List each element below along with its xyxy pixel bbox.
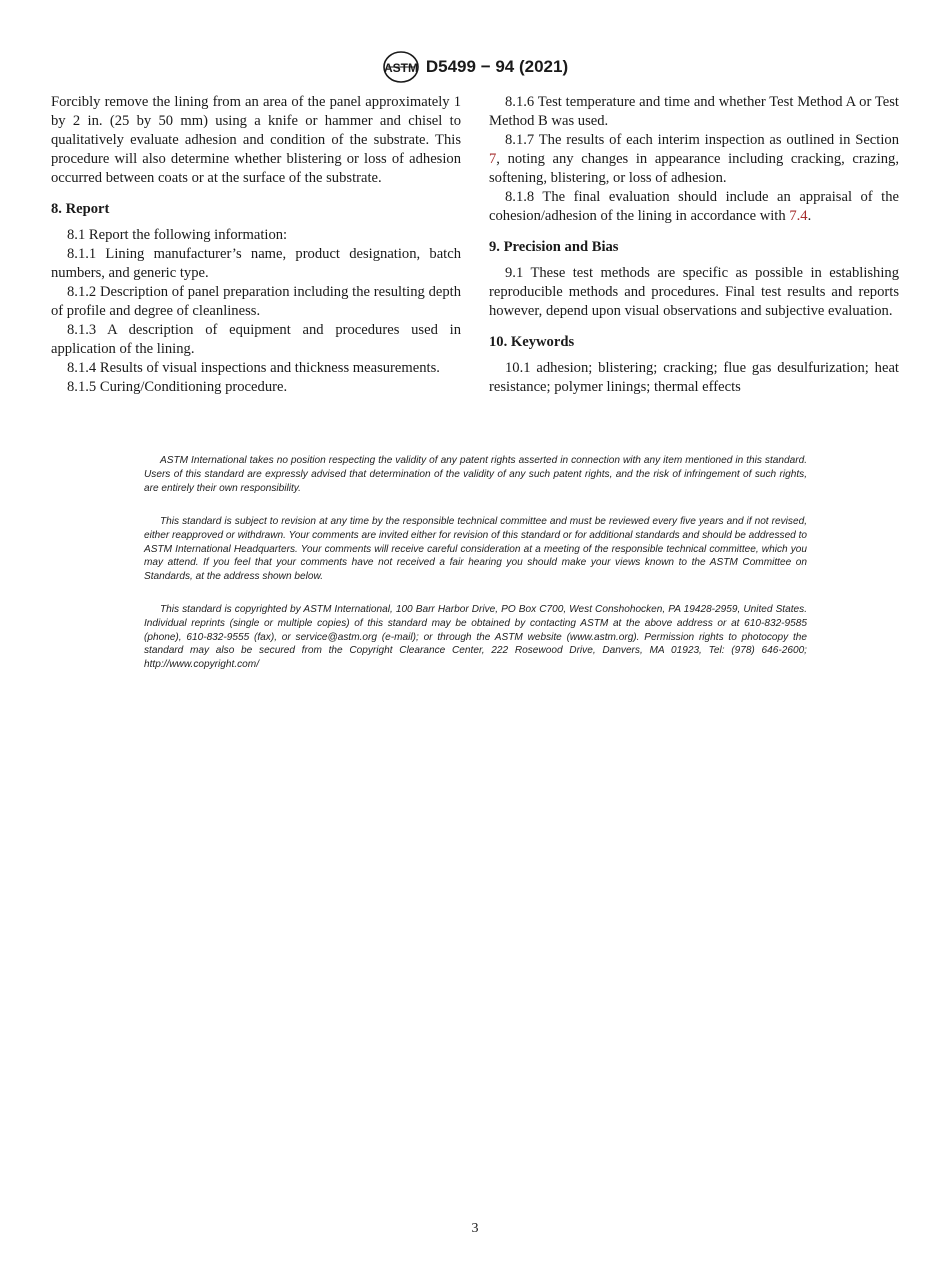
section-7-link[interactable]: 7 — [489, 151, 497, 167]
paragraph-8-1-7 — [489, 131, 899, 188]
continuation-paragraph: Forcibly remove the lining from an area of the panel approximately 1 by 2 in. (25 by 50 mm) using a knife or hammer and chisel to qualitatively evaluate adhesion and condition of the substrate. This procedure will also determine whether blistering or loss of adhesion occurred between coats or at the surface of the substrate. — [51, 94, 461, 186]
paragraph-8-1-8-text-a: 8.1.8 The final evaluation should include an appraisal of the cohesion/adhesion of the lining in accordance with — [489, 189, 899, 224]
paragraph-10-1: 10.1 adhesion; blistering; cracking; flue gas desulfurization; heat resistance; polymer linings; thermal effects — [489, 360, 899, 395]
paragraph-8-1-7-text-b: , noting any changes in appearance including cracking, crazing, softening, blistering, or loss of adhesion. — [489, 151, 899, 186]
paragraph-8-1: 8.1 Report the following information: — [67, 227, 288, 243]
astm-logo-icon — [382, 50, 420, 84]
left-column — [51, 93, 461, 397]
paragraph-8-1-7-text-a: 8.1.7 The results of each interim inspection as outlined in Section — [505, 132, 899, 148]
logo-text: ASTM — [383, 61, 418, 75]
section-8-heading: 8. Report — [51, 201, 110, 217]
section-7-4-link[interactable]: 7.4 — [789, 208, 808, 224]
standard-designation: D5499 − 94 (2021) — [425, 57, 569, 76]
section-9-heading: 9. Precision and Bias — [489, 239, 619, 255]
page-number: 3 — [471, 1221, 479, 1236]
paragraph-8-1-4: 8.1.4 Results of visual inspections and thickness measurements. — [67, 360, 440, 376]
paragraph-8-1-1: 8.1.1 Lining manufacturer’s name, product designation, batch numbers, and generic type. — [51, 246, 461, 281]
patent-notice: ASTM International takes no position respecting the validity of any patent rights asserted in connection with any item mentioned in this standard. Users of this standard are expressly advised that determination of the validity of any such patent rights, and the risk of infringement of such rights, are entirely their own responsibility. — [144, 455, 807, 494]
paragraph-9-1: 9.1 These test methods are specific as possible in establishing reproducible methods and procedures. Final test results and reports however, depend upon visual observations and subjective evaluation. — [489, 265, 899, 319]
paragraph-8-1-5: 8.1.5 Curing/Conditioning procedure. — [67, 379, 288, 395]
copyright-notice: This standard is copyrighted by ASTM International, 100 Barr Harbor Drive, PO Box C700, West Conshohocken, PA 19428-2959, United States. Individual reprints (single or multiple copies) of this standard may be obtained by contacting ASTM at the above address or at 610-832-9585 (phone), 610-832-9555 (fax), or service@astm.org (e-mail); or through the ASTM website (www.astm.org). Permission rights to photocopy the standard may also be secured from the Copyright Clearance Center, 222 Rosewood Drive, Danvers, MA 01923, Tel: (978) 646-2600; http://www.copyright.com/ — [144, 604, 807, 671]
paragraph-8-1-3: 8.1.3 A description of equipment and procedures used in application of the lining. — [51, 322, 461, 357]
revision-notice: This standard is subject to revision at any time by the responsible technical committee and must be reviewed every five years and if not revised, either reapproved or withdrawn. Your comments are invited either for revision of this standard or for additional standards and should be addressed to ASTM International Headquarters. Your comments will receive careful consideration at a meeting of the responsible technical committee, which you may attend. If you feel that your comments have not received a fair hearing you should make your views known to the ASTM Committee on Standards, at the address shown below. — [144, 516, 808, 583]
header-inner — [382, 50, 568, 84]
section-10-heading: 10. Keywords — [489, 334, 575, 350]
paragraph-8-1-8 — [489, 188, 899, 226]
paragraph-8-1-2: 8.1.2 Description of panel preparation including the resulting depth of profile and degree of cleanliness. — [51, 284, 461, 319]
paragraph-8-1-6: 8.1.6 Test temperature and time and whether Test Method A or Test Method B was used. — [489, 94, 899, 129]
paragraph-8-1-8-text-b: . — [807, 208, 812, 224]
page-header — [0, 50, 950, 89]
right-column — [489, 93, 899, 397]
